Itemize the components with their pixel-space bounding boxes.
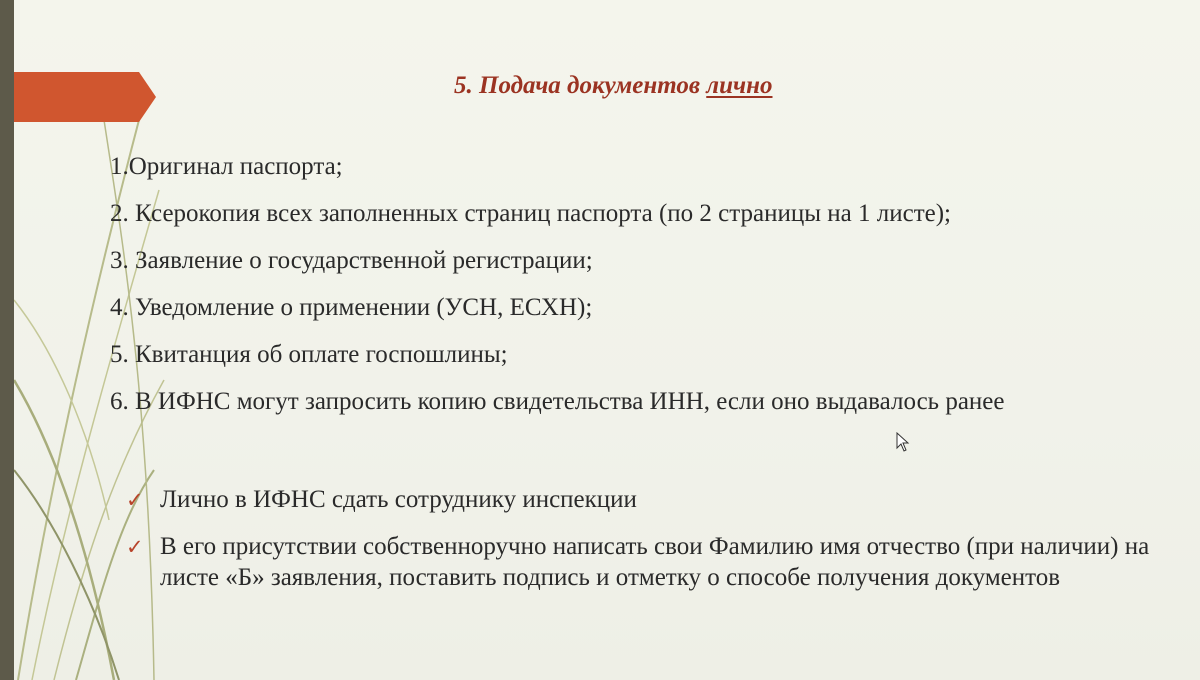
checklist	[122, 484, 1182, 609]
checkmark-icon: ✓	[126, 535, 144, 559]
checklist-item-text: В его присутствии собственноручно написать свои Фамилию имя отчество (при наличии) на листе «Б» заявления, поставить подпись и отметку о способе получения документов	[160, 533, 1150, 591]
checklist-item	[122, 484, 1182, 515]
title-emphasis: лично	[706, 72, 773, 99]
mouse-pointer-icon	[896, 432, 910, 452]
left-border-strip	[0, 0, 14, 680]
title-prefix: 5. Подача документов	[454, 72, 707, 99]
checkmark-icon: ✓	[126, 488, 144, 512]
slide-title	[454, 72, 773, 100]
arrow-banner-icon	[14, 72, 174, 122]
list-item: 1.Оригинал паспорта;	[110, 153, 343, 180]
presentation-slide	[14, 0, 1200, 680]
list-item: 3. Заявление о государственной регистрации;	[110, 247, 593, 274]
checklist-item	[122, 531, 1182, 593]
list-item: 5. Квитанция об оплате госпошлины;	[110, 341, 508, 368]
document-list	[110, 152, 1190, 434]
list-item: 4. Уведомление о применении (УСН, ЕСХН);	[110, 294, 593, 321]
list-item: 6. В ИФНС могут запросить копию свидетельства ИНН, если оно выдавалось ранее	[110, 388, 1005, 415]
list-item: 2. Ксерокопия всех заполненных страниц паспорта (по 2 страницы на 1 листе);	[110, 200, 951, 227]
checklist-item-text: Лично в ИФНС сдать сотруднику инспекции	[160, 486, 637, 513]
